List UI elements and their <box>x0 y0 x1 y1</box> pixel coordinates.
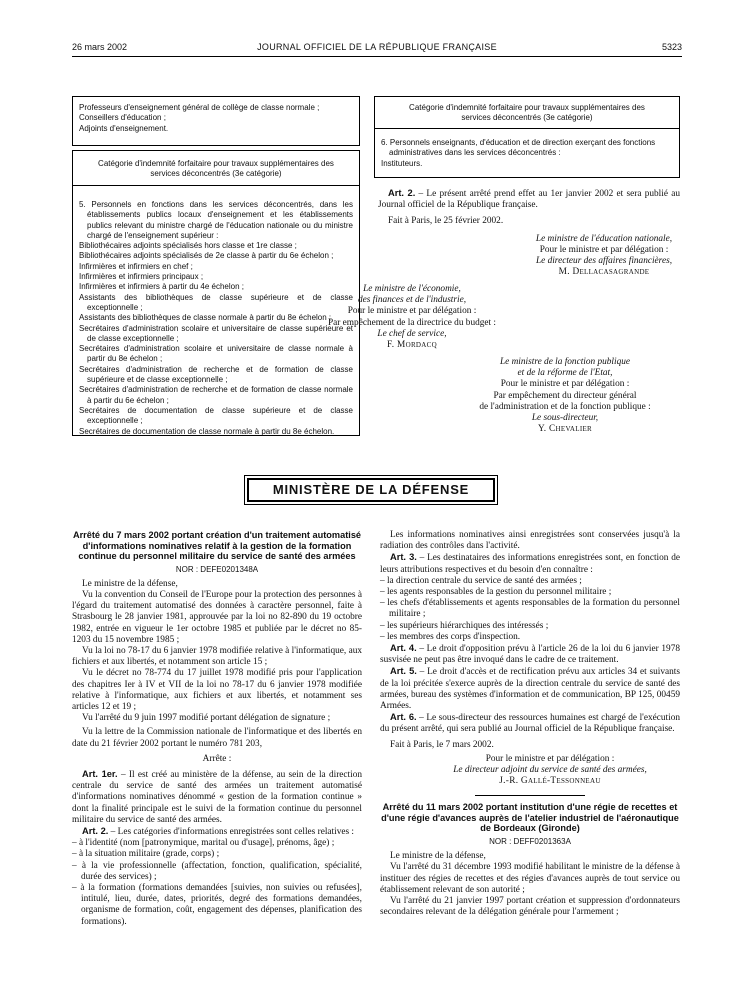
paragraph: Le ministre de la défense, <box>390 851 486 862</box>
ministry-heading: MINISTÈRE DE LA DÉFENSE <box>247 478 495 502</box>
category-subitem: Instituteurs. <box>381 158 423 168</box>
article-paragraph: Art. 6. – Le sous-directeur des ressources humaines est chargé de l'exécution du présent arrêté, qui sera publié au Journal officiel de la République française. <box>380 712 680 735</box>
right-category-box <box>374 96 680 178</box>
fait-line: Fait à Paris, le 25 février 2002. <box>388 216 504 227</box>
signatory-name: J.-R. Gallé-Tessonneau <box>499 776 601 787</box>
article-label: Art. 5. <box>390 666 417 677</box>
category-item: Bibliothécaires adjoints spécialisés hors classe et 1re classe ; <box>79 241 297 251</box>
category-item: Secrétaires de documentation de classe normale à partir du 8e échelon. <box>79 426 335 436</box>
category-item: Infirmières et infirmiers à partir du 4e échelon ; <box>79 282 244 292</box>
article-label: Art. 2. <box>82 825 109 836</box>
category-header: Catégorie d'indemnité forfaitaire pour travaux supplémentaires des services déconcentrés (3e catégorie) <box>73 151 359 186</box>
arrete1-right-column <box>380 530 680 918</box>
left-category-box <box>72 150 360 436</box>
signatory-name: F. Mordacq <box>387 340 437 351</box>
list-item: – à la situation militaire (grade, corps) ; <box>72 849 220 860</box>
box-line: Professeurs d'enseignement général de collège de classe normale ; <box>79 103 320 112</box>
signature-block-3: Le ministre de la fonction publique et de la réforme de l'Etat, Pour le ministre et par délégation : Par empêchement du directeur général de l'administration et de la fonction publique : Le sous-directeur, Y. Chevalier <box>450 357 680 435</box>
article-paragraph: Art. 5. – Le droit d'accès et de rectification prévu aux articles 34 et suivants de la loi précitée s'exerce auprès de la direction centrale du service de santé des armées, bureau des systèmes d'information et de communication, BP 125, 00459 Armées. <box>380 666 680 712</box>
paragraph: Vu la lettre de la Commission nationale de l'informatique et des libertés en date du 21 février 2002 portant le numéro 781 203, <box>72 727 362 749</box>
signature-block-1: Le ministre de l'éducation nationale, Pour le ministre et par délégation : Le directeur des affaires financières, M. Dellacasagrande <box>528 234 680 279</box>
signatory-name: Y. Chevalier <box>537 424 593 435</box>
list-item: – à la formation (formations demandées [suivies, non suivies ou refusées], intitulé, lieu, durée, dates, priorités, degré des formations demandées, organisme de formation, coût, engagement des dépenses, planification des formations). <box>72 882 362 927</box>
article-list <box>72 838 362 928</box>
category-item: Assistants des bibliothèques de classe normale à partir du 8e échelon ; <box>79 313 332 323</box>
category-header: Catégorie d'indemnité forfaitaire pour travaux supplémentaires des services déconcentrés (3e catégorie) <box>375 97 679 129</box>
article-label: Art. 6. <box>390 712 417 723</box>
category-item: Secrétaires d'administration scolaire et universitaire de classe normale à partir du 8e échelon ; <box>79 344 353 364</box>
signatory-name: M. Dellacasagrande <box>558 267 650 278</box>
article-list <box>380 576 680 643</box>
page-header <box>72 42 682 56</box>
header-date: 26 mars 2002 <box>72 42 128 52</box>
paragraph: Les informations nominatives ainsi enregistrées sont conservées jusqu'à la radiation des contrôles dans l'activité. <box>380 530 680 552</box>
article-paragraph: Art. 2. – Les catégories d'informations enregistrées sont celles relatives : <box>82 825 354 837</box>
article-label: Art. 1er. <box>82 768 118 779</box>
category-item: 6. Personnels enseignants, d'éducation et de direction exerçant des fonctions administratives dans les services déconcentrés : <box>381 138 656 158</box>
category-item: Assistants des bibliothèques de classe supérieure et de classe exceptionnelle ; <box>79 292 353 312</box>
paragraph: Vu l'arrêté du 31 décembre 1993 modifié habilitant le ministre de la défense à instituer des régies de recettes et des régies d'avances auprès de tout service ou établissement relevant de son autorité ; <box>380 862 680 895</box>
category-item: Secrétaires d'administration scolaire et universitaire de classe supérieure et de classe exceptionnelle ; <box>79 323 353 343</box>
list-item: – à la vie professionnelle (affectation, fonction, qualification, spécialité, durée des services) ; <box>72 860 362 882</box>
signature-block-2: Le ministre de l'économie, des finances et de l'industrie, Pour le ministre et par délégation : Par empêchement de la directrice du budget : Le chef de service, F. Mordacq <box>322 284 502 351</box>
category-item: Secrétaires d'administration de recherche et de formation de classe normale à partir du 6e échelon ; <box>79 385 353 405</box>
paragraph: Vu l'arrêté du 9 juin 1997 modifié portant délégation de signature ; <box>82 713 331 724</box>
signature-block: Pour le ministre et par délégation : Le directeur adjoint du service de santé des armées, J.-R. Gallé-Tessonneau <box>420 754 680 788</box>
nor-reference: NOR : DEFE0201348A <box>175 564 259 574</box>
category-item: 5. Personnels en fonctions dans les services déconcentrés, dans les établissements publics locaux d'enseignement et les établissements publics relevant du ministre chargé de l'éducation nationale ou du ministre chargé de l'enseignement supérieur : <box>79 200 353 240</box>
paragraph: Vu l'arrêté du 21 janvier 1997 portant création et suppression d'ordonnateurs secondaires relevant de la délégation générale pour l'armement ; <box>380 895 680 918</box>
header-rule <box>72 56 682 57</box>
header-journal: JOURNAL OFFICIEL DE LA RÉPUBLIQUE FRANÇAISE <box>257 42 497 52</box>
arrete-title: Arrêté du 11 mars 2002 portant institution d'une régie de recettes et d'une régie d'avances auprès de l'atelier industriel de l'aéronautique de Bordeaux (Gironde) <box>381 802 679 834</box>
header-page-number: 5323 <box>661 42 682 52</box>
article-label: Art. 3. <box>390 552 417 563</box>
paragraph: Vu la convention du Conseil de l'Europe pour la protection des personnes à l'égard du traitement automatisé des données à caractère personnel, faite à Strasbourg le 28 janvier 1981, approuvée par la loi no 82-890 du 19 octobre 1982, entrée en vigueur le 1er octobre 1985 et publiée par le décret no 85-1203 du 15 novembre 1985 ; <box>72 589 362 645</box>
category-list <box>73 186 359 441</box>
category-item: Infirmières et infirmiers principaux ; <box>79 272 204 282</box>
box-line: Adjoints d'enseignement. <box>79 123 169 133</box>
right-top-text <box>378 188 680 278</box>
list-item: – à l'identité (nom [patronymique, marital ou d'usage], prénoms, âge) ; <box>72 838 335 849</box>
arrete-word: Arrête : <box>202 753 232 764</box>
paragraph: Le ministre de la défense, <box>82 578 178 589</box>
list-item: – les agents responsables de la gestion du personnel militaire ; <box>380 587 612 598</box>
article-paragraph: Art. 3. – Les destinataires des informations enregistrées sont, en fonction de leurs attributions respectives et du besoin d'en connaître : <box>380 552 680 575</box>
paragraph: Vu le décret no 78-774 du 17 juillet 1978 modifié pris pour l'application des chapitres Ier à IV et VII de la loi no 78-17 du 6 janvier 1978 modifiée relative à l'informatique, aux fichiers et aux libertés, et notamment ses articles 12 et 19 ; <box>72 668 362 712</box>
list-item: – les supérieurs hiérarchiques des intéressés ; <box>380 620 549 631</box>
category-item: Bibliothécaires adjoints spécialisés de 2e classe à partir du 6e échelon ; <box>79 251 334 261</box>
separator-rule <box>475 795 585 796</box>
article-paragraph: Art. 4. – Le droit d'opposition prévu à l'article 26 de la loi du 6 janvier 1978 susvisée ne peut pas être invoqué dans le cadre de ce traitement. <box>380 643 680 666</box>
list-item: – les membres des corps d'inspection. <box>380 631 521 642</box>
list-item: – les chefs d'établissements et agents responsables de la formation du personnel militaire ; <box>380 598 680 620</box>
nor-reference: NOR : DEFF0201363A <box>489 836 571 846</box>
article-label: Art. 2. <box>388 188 416 198</box>
article-paragraph: Art. 1er. – Il est créé au ministère de la défense, au sein de la direction centrale du service de santé des armées un traitement automatisé d'informations nominatives dénommé « gestion de la formation continue » dont la finalité principale est le suivi de la formation continue du personnel militaire du service de santé des armées. <box>72 768 363 825</box>
paragraph: Vu la loi no 78-17 du 6 janvier 1978 modifiée relative à l'informatique, aux fichiers et aux libertés, et notamment son article 15 ; <box>72 645 362 668</box>
fait-line: Fait à Paris, le 7 mars 2002. <box>390 739 494 750</box>
arrete-title: Arrêté du 7 mars 2002 portant création d'un traitement automatisé d'informations nominatives relatif à la gestion de la formation continue du personnel militaire du service de santé des armées <box>72 530 362 561</box>
arrete1-left-column <box>72 530 362 928</box>
left-top-box <box>72 96 360 146</box>
category-item: Secrétaires d'administration de recherche et de formation de classe supérieure et de classe exceptionnelle ; <box>79 364 353 385</box>
category-item: Secrétaires de documentation de classe supérieure et de classe exceptionnelle ; <box>79 405 353 426</box>
list-item: – la direction centrale du service de santé des armées ; <box>380 575 582 586</box>
article-paragraph: Art. 2. – Le présent arrêté prend effet au 1er janvier 2002 et sera publié au Journal officiel de la République française. <box>378 188 680 211</box>
box-line: Conseillers d'éducation ; <box>79 113 166 123</box>
article-label: Art. 4. <box>390 643 417 654</box>
category-item: Infirmières et infirmiers en chef ; <box>79 261 193 271</box>
